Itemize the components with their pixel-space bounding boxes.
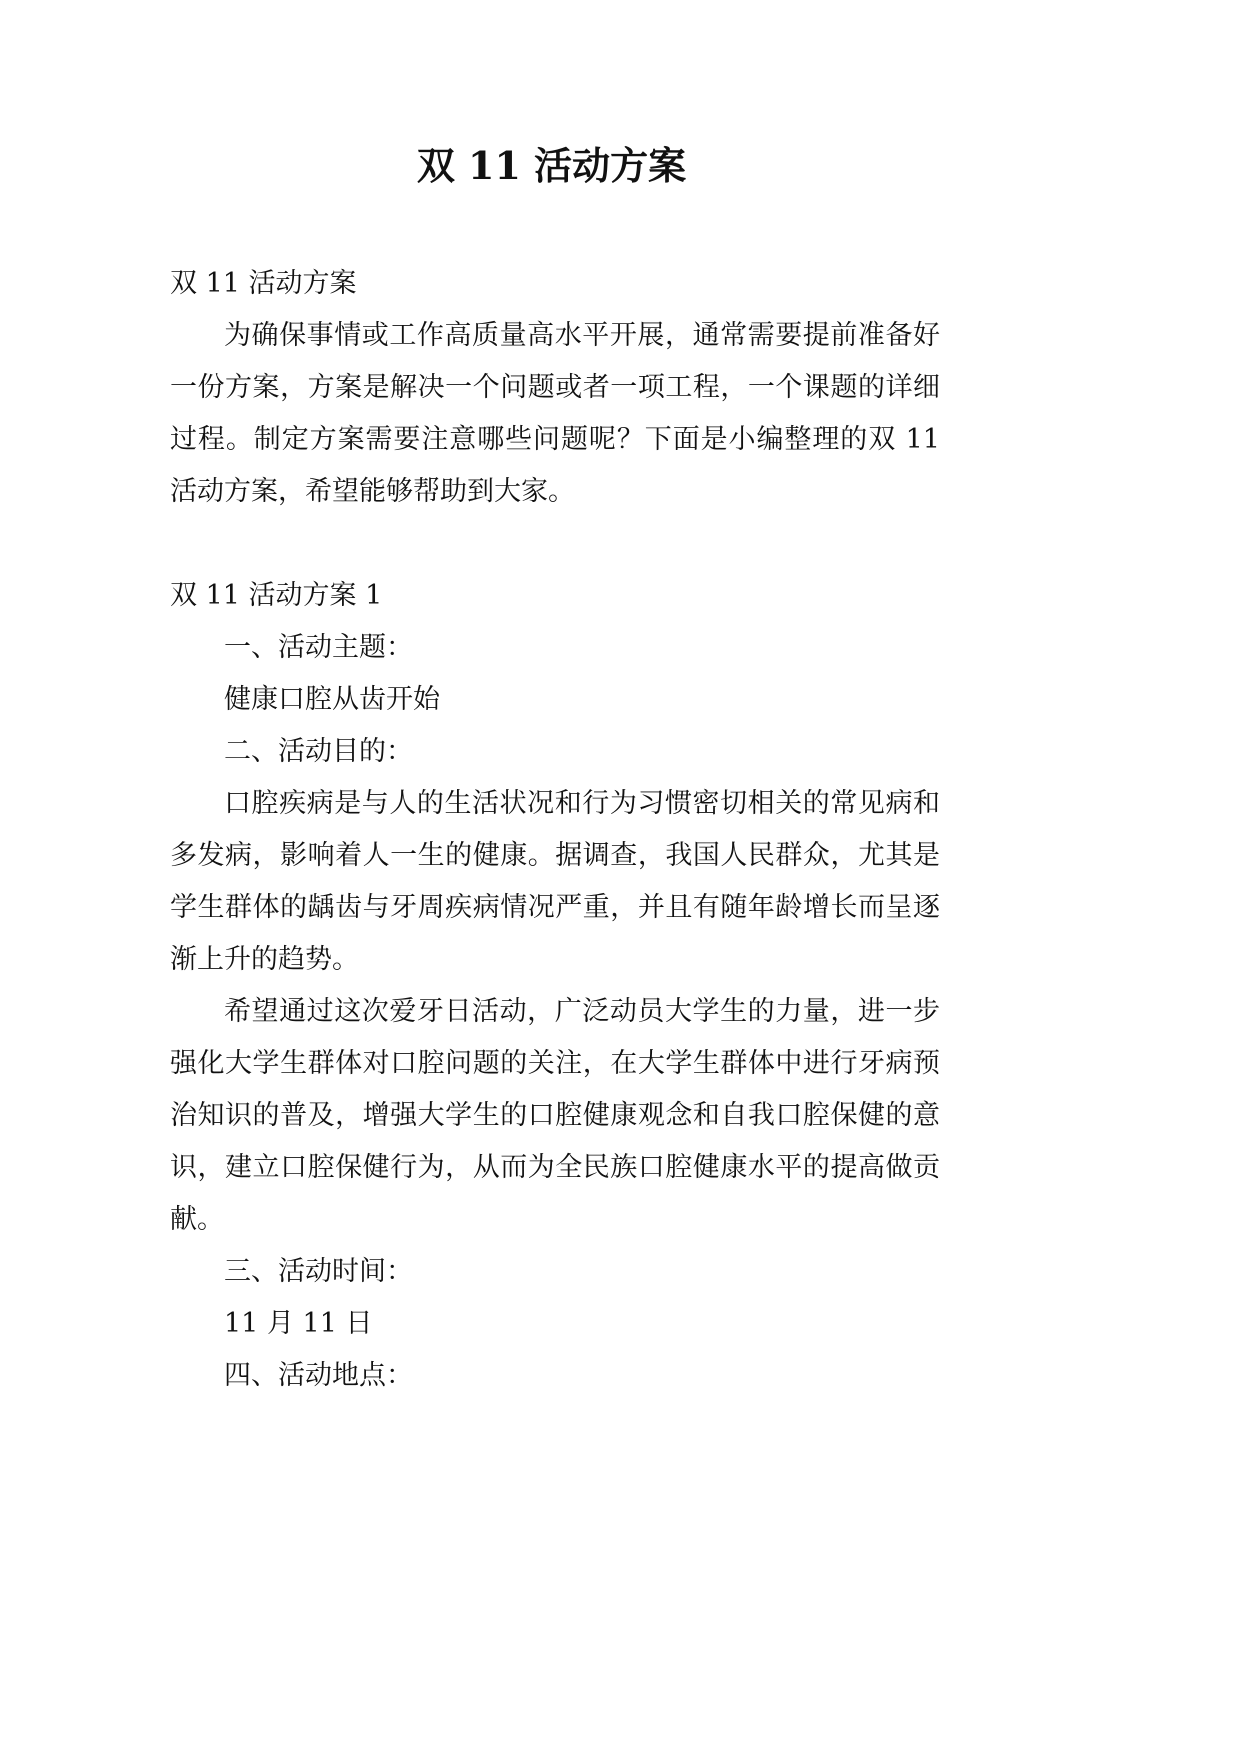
section3-heading: 三、活动时间： — [224, 1256, 413, 1287]
intro-paragraph: 为确保事情或工作高质量高水平开展，通常需要提前准备好一份方案，方案是解决一个问题或者一项工程，一个课题的详细过程。制定方案需要注意哪些问题呢？下面是小编整理的双 11 活动方案，希望能够帮助到大家。 — [170, 320, 940, 507]
section1-content: 健康口腔从齿开始 — [224, 684, 440, 715]
document-body — [170, 258, 940, 1402]
section-spacer — [170, 518, 940, 570]
intro-heading: 双 11 活动方案 — [170, 268, 357, 299]
section4-heading: 四、活动地点： — [224, 1360, 413, 1391]
section3-content: 11 月 11 日 — [224, 1308, 373, 1339]
section2-heading: 二、活动目的： — [224, 736, 413, 767]
section2-paragraph-2: 希望通过这次爱牙日活动，广泛动员大学生的力量，进一步强化大学生群体对口腔问题的关注，在大学生群体中进行牙病预治知识的普及，增强大学生的口腔健康观念和自我口腔保健的意识，建立口腔保健行为，从而为全民族口腔健康水平的提高做贡献。 — [170, 996, 940, 1235]
document-title: 双 11 活动方案 — [416, 143, 687, 188]
section2-paragraph-1: 口腔疾病是与人的生活状况和行为习惯密切相关的常见病和多发病，影响着人一生的健康。据调查，我国人民群众，尤其是学生群体的龋齿与牙周疾病情况严重，并且有随年龄增长而呈逐渐上升的趋势。 — [170, 788, 940, 975]
section1-heading: 一、活动主题： — [224, 632, 413, 663]
plan1-heading: 双 11 活动方案 1 — [170, 580, 383, 611]
